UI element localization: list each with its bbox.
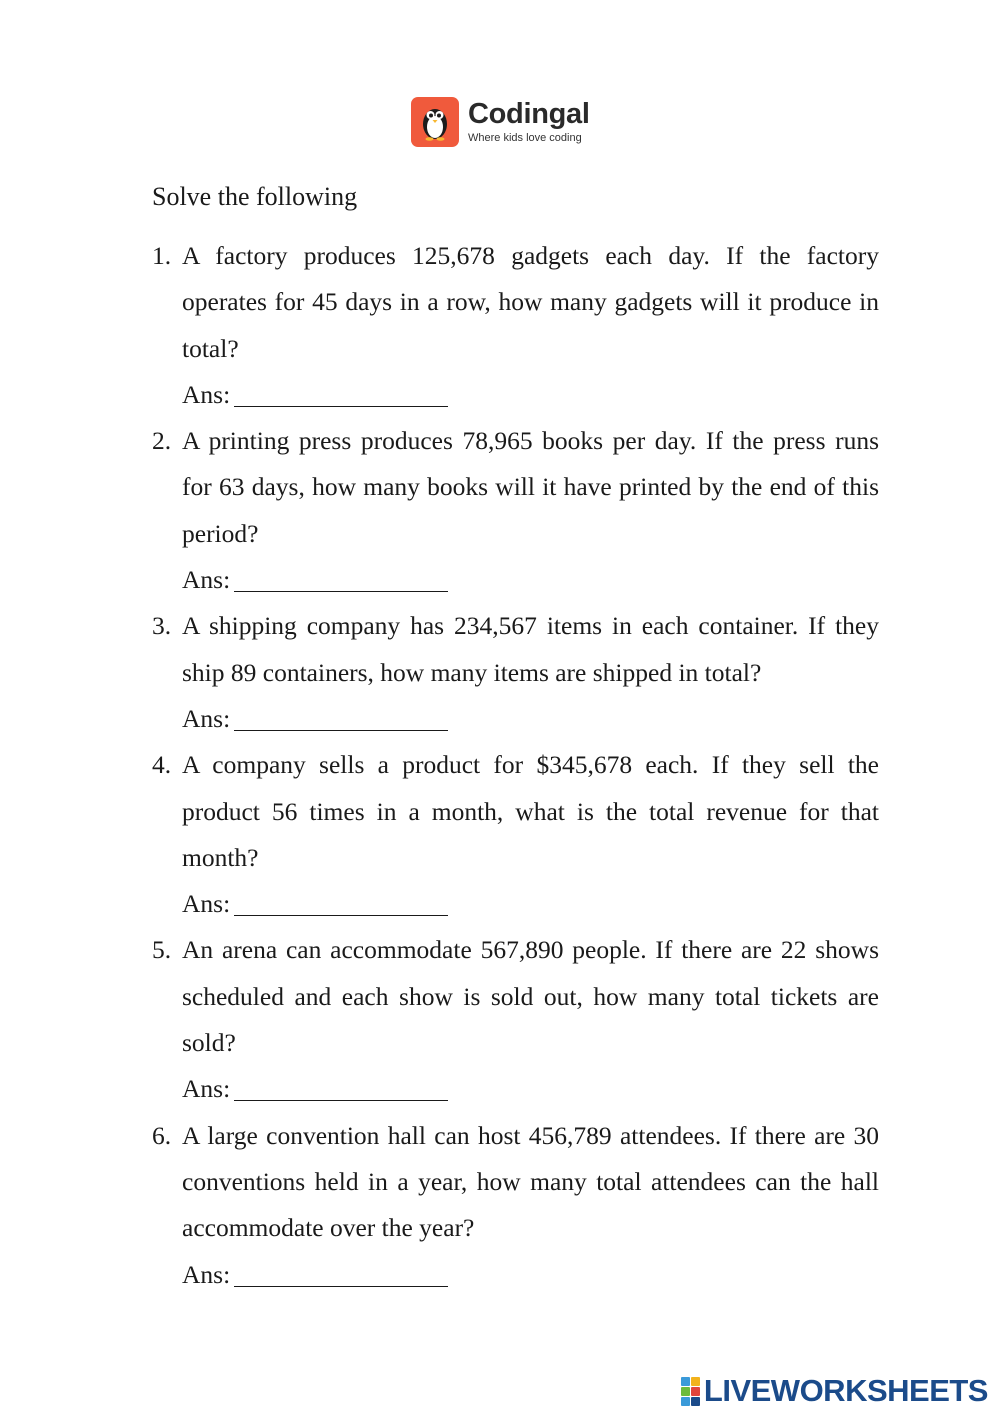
mark-cell bbox=[691, 1397, 700, 1406]
question-number: 5. bbox=[152, 935, 172, 965]
penguin-icon bbox=[418, 102, 452, 142]
logo-badge bbox=[411, 97, 459, 147]
answer-blank[interactable] bbox=[234, 1072, 448, 1101]
question-number: 1. bbox=[152, 241, 172, 270]
mark-cell bbox=[681, 1377, 690, 1386]
answer-line bbox=[182, 881, 879, 927]
question-number: 4. bbox=[152, 750, 172, 780]
liveworksheets-mark-icon bbox=[681, 1377, 700, 1406]
answer-line bbox=[182, 1066, 879, 1112]
answer-blank[interactable] bbox=[234, 378, 448, 407]
question-text: A printing press produces 78,965 books per day. If the press runs for 63 days, how many books will it have printed by the end of this period? bbox=[182, 426, 879, 548]
answer-line bbox=[182, 1252, 879, 1298]
question-text: A company sells a product for $345,678 each. If they sell the product 56 times in a month, what is the total revenue for that month? bbox=[182, 750, 879, 872]
mark-cell bbox=[691, 1377, 700, 1386]
question-6 bbox=[152, 1113, 879, 1298]
question-number: 2. bbox=[152, 426, 172, 456]
mark-cell bbox=[681, 1387, 690, 1396]
answer-label: Ans: bbox=[182, 565, 231, 595]
answer-label: Ans: bbox=[182, 703, 231, 733]
answer-label: Ans: bbox=[182, 1074, 231, 1104]
brand-name: Codingal bbox=[468, 98, 590, 130]
question-number: 3. bbox=[152, 611, 172, 641]
question-3 bbox=[152, 603, 879, 742]
mark-cell bbox=[681, 1397, 690, 1406]
question-1 bbox=[152, 233, 879, 418]
question-5 bbox=[152, 927, 879, 1112]
answer-line bbox=[182, 557, 879, 603]
answer-label: Ans: bbox=[182, 889, 231, 919]
liveworksheets-watermark bbox=[681, 1374, 988, 1408]
intro-heading: Solve the following bbox=[152, 182, 358, 211]
answer-blank[interactable] bbox=[234, 887, 448, 916]
answer-label: Ans: bbox=[182, 379, 231, 409]
question-list bbox=[152, 233, 879, 1298]
answer-blank[interactable] bbox=[234, 1258, 448, 1287]
question-text: An arena can accommodate 567,890 people. If there are 22 shows scheduled and each show is sold out, how many total tickets are sold? bbox=[182, 935, 879, 1058]
question-4 bbox=[152, 742, 879, 927]
question-number: 6. bbox=[152, 1120, 172, 1150]
codingal-logo bbox=[411, 97, 590, 147]
brand-tagline: Where kids love coding bbox=[468, 132, 582, 144]
question-text: A large convention hall can host 456,789 attendees. If there are 30 conventions held in a year, how many total attendees can the hall accommodate over the year? bbox=[182, 1120, 879, 1243]
answer-label: Ans: bbox=[182, 1259, 231, 1289]
mark-cell bbox=[691, 1387, 700, 1396]
answer-blank[interactable] bbox=[234, 702, 448, 731]
answer-blank[interactable] bbox=[234, 563, 448, 592]
answer-line bbox=[182, 372, 879, 418]
question-text: A shipping company has 234,567 items in each container. If they ship 89 containers, how many items are shipped in total? bbox=[182, 611, 879, 687]
answer-line bbox=[182, 696, 879, 742]
question-text: A factory produces 125,678 gadgets each day. If the factory operates for 45 days in a row, how many gadgets will it produce in total? bbox=[182, 241, 879, 363]
watermark-text: LIVEWORKSHEETS bbox=[703, 1373, 988, 1408]
question-2 bbox=[152, 418, 879, 603]
